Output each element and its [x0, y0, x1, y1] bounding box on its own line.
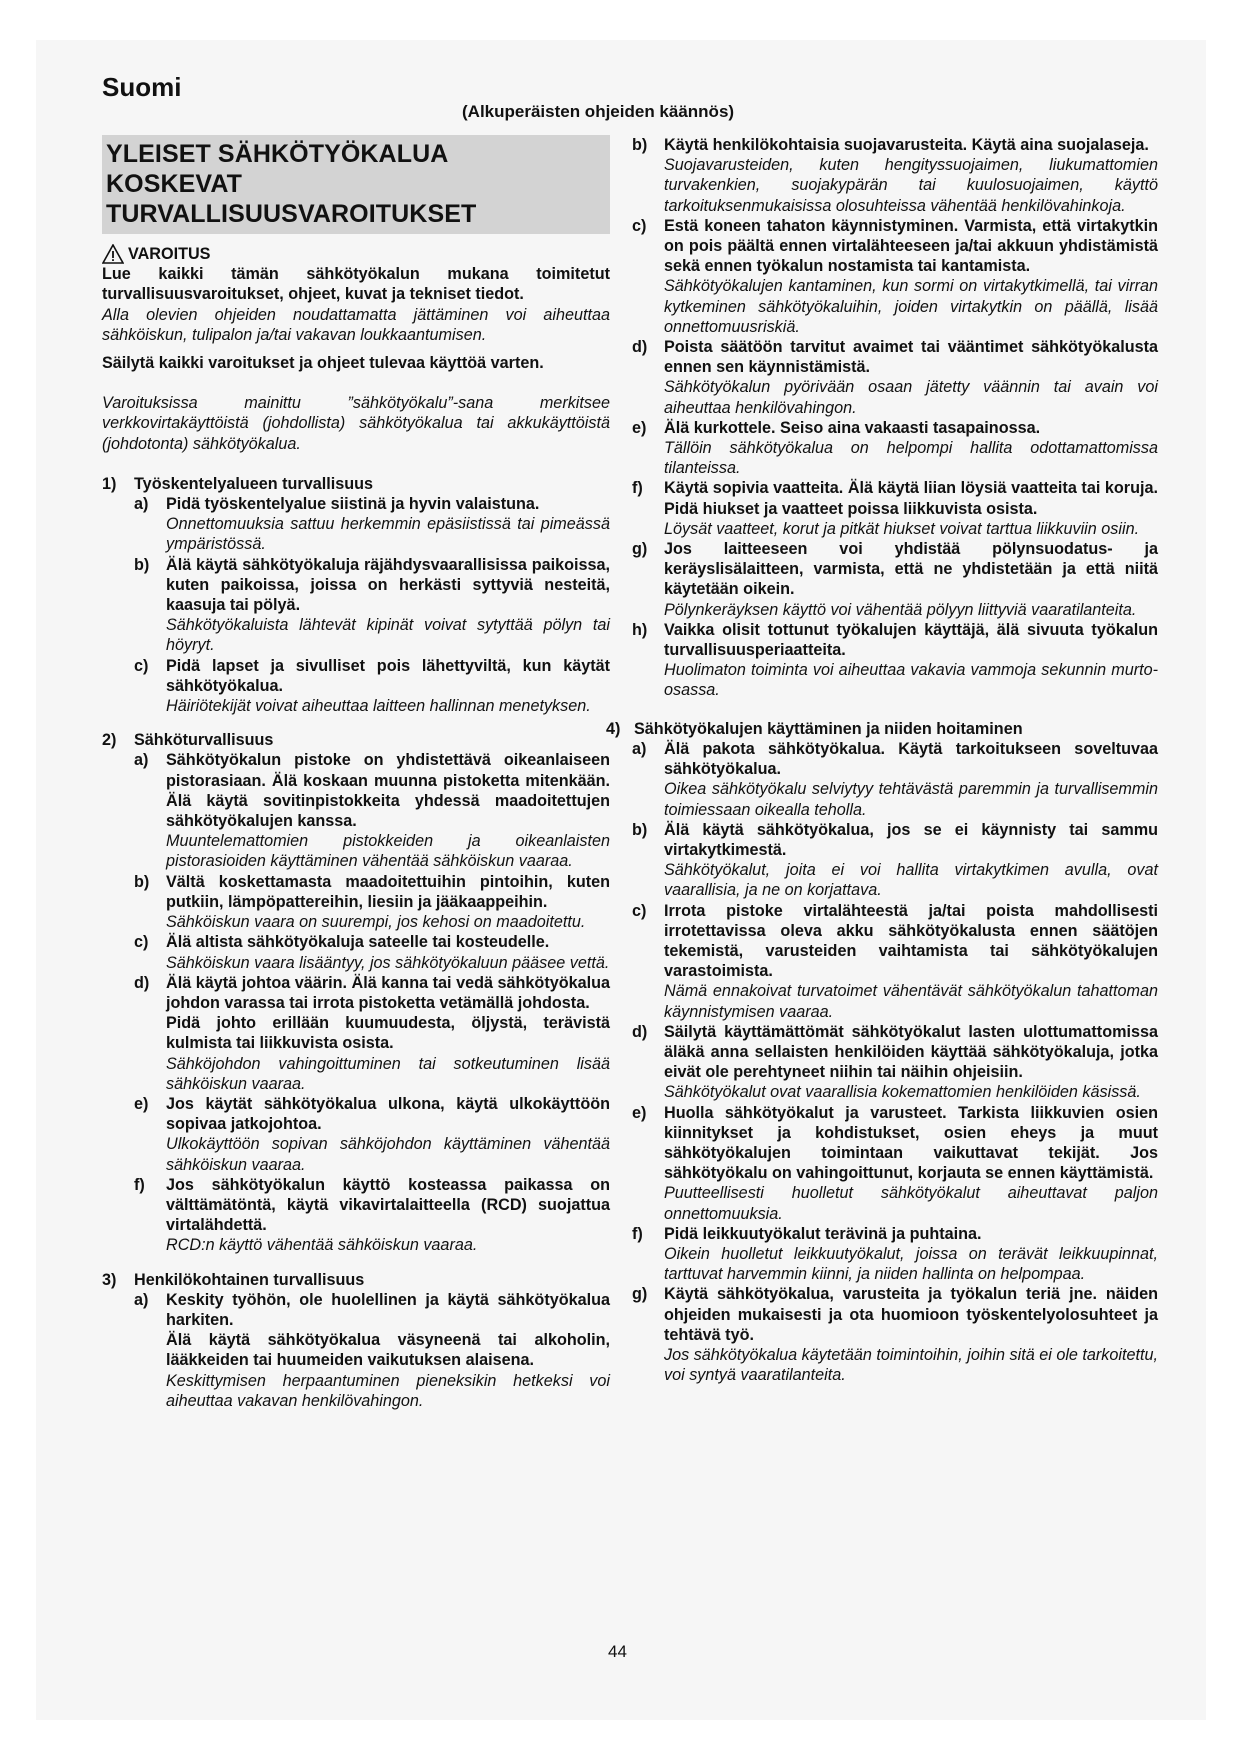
- section-1-title: [102, 474, 610, 494]
- explanation-text: Sähköjohdon vahingoittuminen tai sotkeutuminen lisää sähköiskun vaaraa.: [166, 1054, 610, 1093]
- instruction-text: Vältä koskettamasta maadoitettuihin pintoihin, kuten putkiin, lämpöpattereihin, liesiin ja jääkaappeihin.: [166, 872, 610, 911]
- instruction-text: Älä käytä sähkötyökalua väsyneenä tai alkoholin, lääkkeiden tai huumeiden vaikutuksen alaisena.: [166, 1331, 610, 1370]
- right-column: [606, 135, 1158, 1385]
- explanation-text: Sähkötyökaluista lähtevät kipinät voivat sytyttää pölyn tai höyryt.: [166, 616, 610, 655]
- list-item: [134, 973, 610, 1094]
- item-body: [664, 135, 1158, 216]
- instruction-text: Irrota pistoke virtalähteestä ja/tai poista mahdollisesti irrotettavissa oleva akku sähkötyökalusta ennen säätöjen tekemistä, varusteiden vaihtamista tai sähkötyökalujen varastoimista.: [664, 901, 1158, 981]
- heading-line-3: TURVALLISUUSVAROITUKSET: [106, 200, 477, 228]
- explanation-text: Oikea sähkötyökalu selviytyy tehtävästä paremmin ja turvallisemmin toimiessaan oikealla teholla.: [664, 780, 1158, 819]
- item-label: 4): [606, 719, 621, 738]
- list-item: [632, 1224, 1158, 1285]
- list-item: [632, 1022, 1158, 1103]
- item-label: c): [632, 216, 647, 235]
- list-item: [134, 656, 610, 717]
- explanation-text: Häiriötekijät voivat aiheuttaa laitteen hallinnan menetyksen.: [166, 697, 591, 716]
- instruction-text: Älä käytä sähkötyökalua, jos se ei käynnisty tai sammu virtakytkimestä.: [664, 820, 1158, 859]
- item-label: c): [632, 901, 647, 920]
- list-item: [134, 555, 610, 656]
- item-body: [166, 932, 610, 972]
- list-item: [134, 1094, 610, 1175]
- item-label: g): [632, 1285, 648, 1304]
- instruction-text: Älä altista sähkötyökaluja sateelle tai kosteudelle.: [166, 933, 550, 952]
- instruction-text: Huolla sähkötyökalut ja varusteet. Tarkista liikkuvien osien kiinnitykset ja kohdistukset, osien eheys ja muut sähkötyökalujen toimintaan vaikuttavat tekijät. Jos sähkötyökalu on vahingoittunut, korjauta se ennen käyttämistä.: [664, 1103, 1158, 1183]
- list-item: [632, 1103, 1158, 1224]
- section-3-title: [102, 1270, 610, 1290]
- explanation-text: Keskittymisen herpaantuminen pieneksikin hetkeksi voi aiheuttaa vakavan henkilövahingon.: [166, 1371, 610, 1410]
- heading-line-1: YLEISET SÄHKÖTYÖKALUA: [106, 140, 449, 168]
- section-title-text: Työskentelyalueen turvallisuus: [134, 474, 374, 493]
- item-label: 2): [102, 731, 117, 750]
- language-heading: Suomi: [102, 72, 182, 102]
- item-body: [166, 1175, 610, 1256]
- item-label: d): [632, 1022, 648, 1041]
- list-item: [632, 620, 1158, 701]
- explanation-text: Löysät vaatteet, korut ja pitkät hiukset voivat tarttua liikkuviin osiin.: [664, 519, 1140, 538]
- item-label: h): [632, 620, 648, 639]
- list-item: [632, 135, 1158, 216]
- item-body: [664, 1103, 1158, 1224]
- item-label: c): [134, 656, 149, 675]
- list-item: [134, 1175, 610, 1256]
- warning-title: [102, 244, 610, 264]
- instruction-text: Älä käytä johtoa väärin. Älä kanna tai vedä sähkötyökalua johdon varassa tai irrota pistoketta vetämällä johdosta.: [166, 973, 610, 1012]
- list-item: [632, 901, 1158, 1022]
- explanation-text: RCD:n käyttö vähentää sähköiskun vaaraa.: [166, 1236, 478, 1255]
- list-item: [632, 1284, 1158, 1385]
- instruction-text: Pidä johto erillään kuumuudesta, öljystä, terävistä kulmista tai liikkuvista osista.: [166, 1014, 610, 1053]
- explanation-text: Sähkötyökalun pyörivään osaan jätetty väännin tai avain voi aiheuttaa henkilövahingon.: [664, 378, 1158, 417]
- list-item: [134, 932, 610, 972]
- item-body: [664, 820, 1158, 901]
- item-label: b): [632, 136, 648, 154]
- item-label: d): [134, 973, 150, 992]
- list-item: [134, 1290, 610, 1411]
- explanation-text: Pölynkeräyksen käyttö voi vähentää pölyyn liittyviä vaaratilanteita.: [664, 600, 1137, 619]
- item-body: [664, 478, 1158, 539]
- translation-note: (Alkuperäisten ohjeiden käännös): [462, 102, 735, 121]
- item-body: [664, 539, 1158, 620]
- explanation-text: Oikein huolletut leikkuutyökalut, joissa on terävät leikkuupinnat, tarttuvat harvemmin kiinni, ja niiden hallinta on helpompaa.: [664, 1244, 1158, 1284]
- instruction-text: Keskity työhön, ole huolellinen ja käytä sähkötyökalua harkiten.: [166, 1290, 610, 1329]
- item-body: [664, 418, 1158, 479]
- item-body: [664, 216, 1158, 337]
- item-label: f): [632, 1224, 643, 1243]
- left-column: [102, 135, 610, 1411]
- instruction-text: Säilytä käyttämättömät sähkötyökalut lasten ulottumattomissa äläkä anna sellaisten henkilöiden käyttää sähkötyökaluja, jotka eivät ole perehtyneet niihin tai näihin ohjeisiin.: [664, 1022, 1158, 1082]
- list-item: [632, 216, 1158, 337]
- explanation-text: Muuntelemattomien pistokkeiden ja oikeanlaisten pistorasioiden käyttäminen vähentää sähköiskun vaaraa.: [166, 832, 610, 871]
- list-item: [632, 418, 1158, 479]
- instruction-text: Jos käytät sähkötyökalua ulkona, käytä ulkokäyttöön sopivaa jatkojohtoa.: [166, 1094, 610, 1134]
- instruction-text: Käytä henkilökohtaisia suojavarusteita. Käytä aina suojalaseja.: [664, 136, 1149, 154]
- item-label: e): [632, 1103, 647, 1122]
- item-body: [664, 337, 1158, 418]
- explanation-text: Ulkokäyttöön sopivan sähköjohdon käyttäminen vähentää sähköiskun vaaraa.: [166, 1135, 610, 1174]
- item-label: a): [632, 739, 647, 758]
- list-item: [134, 494, 610, 555]
- item-body: [664, 739, 1158, 820]
- list-item: [632, 820, 1158, 901]
- keep-instructions: Säilytä kaikki varoitukset ja ohjeet tulevaa käyttöä varten.: [102, 354, 544, 373]
- section-3-items-left: [102, 1290, 610, 1411]
- explanation-text: Sähkötyökalut, joita ei voi hallita virtakytkimen avulla, ovat vaarallisia, ja ne on korjattava.: [664, 861, 1158, 900]
- item-body: [664, 1022, 1158, 1103]
- item-body: [166, 1094, 610, 1175]
- item-label: a): [134, 751, 149, 770]
- warning-triangle-icon: [102, 244, 124, 264]
- instruction-text: Älä pakota sähkötyökalua. Käytä tarkoitukseen soveltuvaa sähkötyökalua.: [664, 739, 1158, 779]
- section-2-items: [102, 750, 610, 1255]
- instruction-text: Jos sähkötyökalun käyttö kosteassa paikassa on välttämätöntä, käytä vikavirtalaitteella (RCD) suojattua virtalähdettä.: [166, 1175, 610, 1235]
- warning-consequence: Alla olevien ohjeiden noudattamatta jättäminen voi aiheuttaa sähköiskun, tulipalon ja/tai vakavan loukkaantumisen.: [102, 305, 610, 344]
- item-body: [664, 1224, 1158, 1285]
- section-1-items: [102, 494, 610, 716]
- instruction-text: Käytä sopivia vaatteita. Älä käytä liian löysiä vaatteita tai koruja. Pidä hiukset ja vaatteet poissa liikkuvista osista.: [664, 479, 1158, 518]
- item-body: [664, 620, 1158, 701]
- power-tool-definition: Varoituksissa mainittu ”sähkötyökalu”-sana merkitsee verkkovirtakäyttöistä (johdollista) sähkötyökalua tai akkukäyttöistä (johdotonta) sähkötyökalua.: [102, 394, 610, 453]
- page-number: 44: [608, 1642, 627, 1661]
- explanation-text: Sähköiskun vaara on suurempi, jos kehosi on maadoitettu.: [166, 913, 586, 932]
- explanation-text: Nämä ennakoivat turvatoimet vähentävät sähkötyökalun tahattoman käynnistymisen vaaraa.: [664, 982, 1158, 1021]
- section-2-title: [102, 730, 610, 750]
- instruction-text: Estä koneen tahaton käynnistyminen. Varmista, että virtakytkin on pois päältä ennen virtalähteeseen ja/tai akkuun yhdistämistä sekä ennen työkalun nostamista tai kantamista.: [664, 216, 1158, 276]
- list-item: [632, 337, 1158, 418]
- item-label: e): [632, 418, 647, 437]
- explanation-text: Sähkötyökalut ovat vaarallisia kokemattomien henkilöiden käsissä.: [664, 1083, 1141, 1102]
- item-body: [166, 872, 610, 933]
- item-label: 3): [102, 1270, 117, 1289]
- section-title-text: Henkilökohtainen turvallisuus: [134, 1270, 365, 1289]
- item-label: c): [134, 933, 149, 952]
- item-body: [166, 973, 610, 1094]
- instruction-text: Sähkötyökalun pistoke on yhdistettävä oikeanlaiseen pistorasiaan. Älä koskaan muunna pistoketta mitenkään. Älä käytä sovitinpistokkeita yhdessä maadoitettujen sähkötyökalujen kanssa.: [166, 751, 610, 831]
- item-label: b): [632, 820, 648, 839]
- section-4-items: [632, 739, 1158, 1386]
- list-item: [134, 872, 610, 933]
- explanation-text: Tällöin sähkötyökalua on helpompi hallita odottamattomissa tilanteissa.: [664, 439, 1158, 478]
- explanation-text: Onnettomuuksia sattuu herkemmin epäsiistissä tai pimeässä ympäristössä.: [166, 515, 610, 554]
- item-label: d): [632, 338, 648, 357]
- explanation-text: Suojavarusteiden, kuten hengityssuojaimen, liukumattomien turvakenkien, suojakypärän tai kuulosuojaimen, käyttö tarkoituksenmukaisissa olosuhteissa vähentää henkilövahinkoja.: [664, 156, 1158, 215]
- item-label: b): [134, 872, 150, 891]
- item-label: 1): [102, 474, 117, 493]
- section-title-text: Sähkötyökalujen käyttäminen ja niiden hoitaminen: [634, 719, 1023, 738]
- item-label: a): [134, 495, 149, 514]
- section-heading-box: [102, 135, 610, 234]
- instruction-text: Pidä leikkuutyökalut terävinä ja puhtaina.: [664, 1224, 982, 1243]
- item-label: e): [134, 1094, 149, 1113]
- instruction-text: Vaikka olisit tottunut työkalujen käyttäjä, älä sivuuta työkalun turvallisuusperiaatteita.: [664, 620, 1158, 660]
- explanation-text: Puutteellisesti huolletut sähkötyökalut aiheuttavat paljon onnettomuuksia.: [664, 1184, 1158, 1223]
- warning-text: Lue kaikki tämän sähkötyökalun mukana toimitetut turvallisuusvaroitukset, ohjeet, kuvat ja tekniset tiedot.: [102, 265, 610, 304]
- item-body: [166, 1290, 610, 1411]
- item-body: [664, 901, 1158, 1022]
- section-3-items-right: [632, 135, 1158, 701]
- section-4-title: [606, 719, 1158, 739]
- heading-line-2: KOSKEVAT: [106, 170, 242, 198]
- item-body: [166, 494, 610, 555]
- explanation-text: Jos sähkötyökalua käytetään toimintoihin, joihin sitä ei ole tarkoitettu, voi syntyä vaaratilanteita.: [664, 1345, 1158, 1385]
- item-body: [166, 555, 610, 656]
- instruction-text: Älä käytä sähkötyökaluja räjähdysvaarallisissa paikoissa, kuten paikoissa, joissa on herkästi syttyviä nesteitä, kaasuja tai pölyä.: [166, 555, 610, 615]
- instruction-text: Käytä sähkötyökalua, varusteita ja työkalun teriä jne. näiden ohjeiden mukaisesti ja ota huomioon työskentelyolosuhteet ja tehtävä työ.: [664, 1285, 1158, 1344]
- item-label: b): [134, 555, 150, 574]
- explanation-text: Sähköiskun vaara lisääntyy, jos sähkötyökaluun pääsee vettä.: [166, 953, 610, 972]
- item-label: f): [632, 479, 643, 498]
- item-body: [664, 1284, 1158, 1385]
- instruction-text: Pidä lapset ja sivulliset pois lähettyviltä, kun käytät sähkötyökalua.: [166, 656, 610, 695]
- section-title-text: Sähköturvallisuus: [134, 731, 274, 750]
- item-body: [166, 750, 610, 871]
- instruction-text: Älä kurkottele. Seiso aina vakaasti tasapainossa.: [664, 418, 1041, 437]
- list-item: [632, 478, 1158, 539]
- item-label: f): [134, 1175, 145, 1194]
- explanation-text: Huolimaton toiminta voi aiheuttaa vakavia vammoja sekunnin murto-osassa.: [664, 661, 1158, 700]
- instruction-text: Pidä työskentelyalue siistinä ja hyvin valaistuna.: [166, 495, 540, 514]
- instruction-text: Jos laitteeseen voi yhdistää pölynsuodatus- ja keräyslisälaitteen, varmista, että ne yhdistetään ja että niitä käytetään oikein.: [664, 540, 1158, 599]
- list-item: [632, 539, 1158, 620]
- warning-label: VAROITUS: [128, 245, 211, 263]
- item-body: [166, 656, 610, 717]
- list-item: [134, 750, 610, 871]
- list-item: [632, 739, 1158, 820]
- item-label: g): [632, 540, 648, 559]
- item-label: a): [134, 1290, 149, 1309]
- instruction-text: Poista säätöön tarvitut avaimet tai vääntimet sähkötyökalusta ennen sen käynnistämistä.: [664, 338, 1158, 377]
- explanation-text: Sähkötyökalujen kantaminen, kun sormi on virtakytkimellä, tai virran kytkeminen sähkötyökaluihin, joiden virtakytkin on päällä, lisää onnettomuusriskiä.: [664, 277, 1158, 336]
